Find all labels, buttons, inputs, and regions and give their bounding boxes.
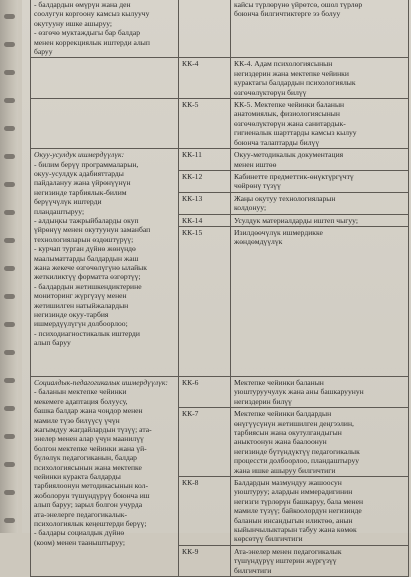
text-line: негиздерин жана мектепке чейинки — [234, 68, 349, 78]
binding-ring — [4, 266, 15, 271]
binding-ring — [4, 294, 15, 299]
binding-ring — [4, 98, 15, 103]
competency-description-cell — [231, 192, 409, 214]
binding-ring — [4, 126, 15, 131]
text-line: (коом) менен тааныштыруу; — [34, 537, 125, 547]
competency-code-cell: КК-9 — [179, 545, 231, 576]
text-line: болгон мектепке чейинки жана үй- — [34, 443, 147, 453]
competency-code-cell: КК-6 — [179, 376, 231, 407]
text-line: менен иштөө — [234, 159, 277, 169]
text-line: окуу-усулдук адабияттарды — [34, 168, 124, 178]
competency-code-cell: КК-14 — [179, 214, 231, 226]
competency-code-cell: КК-5 — [179, 99, 231, 149]
text-line: мамиле түзүү; байкоолордун негизинде — [234, 506, 362, 516]
competency-description-cell — [231, 226, 409, 376]
binding-ring — [4, 406, 15, 411]
competency-description-cell — [231, 0, 409, 58]
text-line: тарбиялоонун методикасынын кол- — [34, 481, 148, 491]
competency-description-cell — [231, 376, 409, 407]
text-line: берүүчүлүк иштерди — [34, 197, 102, 207]
text-line: алып баруу; зарыл болгон учурда — [34, 500, 143, 510]
activity-cell — [31, 149, 179, 377]
competency-description-cell — [231, 408, 409, 477]
competency-code-cell: КК-8 — [179, 477, 231, 546]
binding-ring — [4, 154, 15, 159]
text-line: Балдардын мазмундуу жашоосун — [234, 478, 342, 487]
text-line: түшүндүрүү иштерин жүргүзүү — [234, 556, 337, 566]
text-line: негизинде бүтүндүктүү педагогикалык — [234, 446, 360, 456]
text-line: жоболорун түшүндүрүү боюнча иш — [34, 490, 150, 500]
text-line: менен коррекциялык иштерди алып — [34, 37, 150, 47]
text-line: кыйынчылыктарын табуу жана көмөк — [234, 525, 357, 535]
binding-ring — [4, 70, 15, 75]
text-line: Мектепке чейинки балдардын — [234, 409, 332, 419]
section-heading: Окуу-усулдук ишмердүүлүк: — [34, 150, 125, 160]
competency-code-cell: КК-7 — [179, 408, 231, 477]
text-line: курактагы балдардын психологиялык — [234, 78, 356, 88]
competency-description-cell — [231, 545, 409, 576]
document-page — [22, 0, 411, 575]
text-line: башка балдар жана чоңдор менен — [34, 406, 143, 416]
binding-ring — [4, 182, 15, 187]
text-line: боюнча талаптарды билүү — [234, 137, 320, 147]
text-line: пландаштыруу; — [34, 206, 85, 216]
table-row — [31, 0, 409, 58]
text-line: технологияларын өздөштүрүү; — [34, 234, 134, 244]
competency-table-body — [31, 0, 409, 577]
text-line: тарбиясын жана окутулгандыгын — [234, 427, 342, 437]
text-line: пайдалануу жана үйрөнүүнүн — [34, 178, 131, 188]
text-line: Ата-энелер менен педагогикалык — [234, 546, 342, 556]
binding-ring — [4, 322, 15, 327]
competency-code-cell: КК-11 — [179, 149, 231, 171]
text-line: жетишилген натыйжалардын — [34, 300, 129, 310]
text-line: - алдыңкы тажрыйбаларды окуп — [34, 215, 139, 225]
text-line: Жаңы окутуу технологияларын — [234, 193, 336, 203]
text-line: - балдары социалдык дүйнө — [34, 528, 125, 538]
competency-code-cell — [179, 0, 231, 58]
text-line: уюштуруу; алардын иммерадигинин — [234, 487, 353, 497]
text-line: жеткиликтүү форматта өзгөртүү; — [34, 272, 141, 282]
text-line: баланын инсандыгын иликтөө, анын — [234, 515, 353, 525]
text-line: боюнча билгичтиктерге ээ болуу — [234, 9, 341, 19]
text-line: соолугун коргоону камсыз кылуучу — [34, 9, 150, 19]
text-line: жана ишке ашыруу билгичтиги — [234, 465, 336, 475]
competency-code-cell: КК-15 — [179, 226, 231, 376]
text-line: Кабинетте предметтик-өнүктүргүчтү — [234, 171, 354, 181]
competency-description-cell — [231, 170, 409, 192]
section-heading: Социалдык-педагогикалык ишмердүүлүк: — [34, 377, 168, 387]
binding-ring — [4, 238, 15, 243]
binding-ring — [4, 42, 15, 47]
binding-ring — [4, 350, 15, 355]
competency-description-cell — [231, 477, 409, 546]
binding-ring — [4, 518, 15, 523]
text-line: - балдардын жетишкендиктерине — [34, 281, 142, 291]
text-line: мамиле түзө билүүсү үчүн — [34, 415, 120, 425]
competency-table — [30, 0, 409, 577]
text-line: - курчап турган дүйнө жөнүндө — [34, 244, 136, 254]
binding-ring — [4, 14, 15, 19]
text-line: негизинде тарбиялык-билим — [34, 187, 127, 197]
text-line: Усулдук материалдарды иштеп чыгуу; — [234, 215, 358, 225]
competency-description-cell — [231, 58, 409, 99]
text-line: - билим берүү программаларын, — [34, 159, 139, 169]
text-line: - өзгөчө муктаждыгы бар балдар — [34, 28, 141, 38]
competency-description-cell — [231, 149, 409, 171]
text-line: колдонуу; — [234, 203, 267, 213]
text-line: психологиясынын жана мектепке — [34, 462, 142, 472]
activity-cell — [31, 0, 179, 58]
text-line: окутууну ишке ашыруу; — [34, 18, 113, 28]
binding-ring — [4, 378, 15, 383]
binding-ring — [4, 434, 15, 439]
text-line: өзгөчөлүктөрүн жана санитардык- — [234, 118, 346, 128]
table-row — [31, 58, 409, 99]
competency-description-cell — [231, 214, 409, 226]
text-line: жагымдуу жагдайлардын түзүү; ата- — [34, 424, 152, 434]
text-line: өнүгүүсүнүн жетишилген деңгээлин, — [234, 418, 354, 428]
text-line: бүлөлүк педагогиканын, балдар — [34, 453, 137, 463]
text-line: көрсөтүү билгичтиги — [234, 534, 303, 544]
text-line: ата-энелерге педагогикалык- — [34, 509, 128, 519]
text-line: аныктоонун жана баалоонун — [234, 437, 327, 447]
text-line: мекемеге адаптация болуусу, — [34, 396, 128, 406]
text-line: баруу — [34, 47, 53, 57]
text-line: уюштуруучулук жана аны башкаруунун — [234, 387, 364, 397]
text-line: Изилдөөчүлүк ишмердикке — [234, 227, 323, 237]
text-line: чөйрөнү түзүү — [234, 181, 281, 191]
text-line: чейинки куракта балдарды — [34, 472, 121, 481]
binding-ring — [4, 490, 15, 495]
text-line: негиздерин билүү — [234, 396, 292, 406]
table-row — [31, 376, 409, 407]
binding-ring — [4, 210, 15, 215]
text-line: негизги түрлөрүн башкаруу, бала менен — [234, 496, 364, 506]
text-line: алып баруу — [34, 338, 71, 348]
activity-cell — [31, 99, 179, 149]
text-line: негизинде окуу-тарбия — [34, 310, 109, 319]
table-row — [31, 149, 409, 171]
competency-description-cell — [231, 99, 409, 149]
text-line: үйрөнүү менен окутуунун заманбап — [34, 225, 151, 235]
competency-code-cell: КК-13 — [179, 192, 231, 214]
text-line: жана жекече өзгөчөлүгүнө ылайык — [34, 262, 147, 272]
binding-ring — [4, 462, 15, 467]
text-line: психологиялык кеңештерди берүү; — [34, 519, 147, 529]
text-line: ишмердүүлүгүн долбоорлоо; — [34, 319, 128, 329]
spiral-binding — [0, 0, 18, 533]
text-line: КК-4. Адам психологиясынын — [234, 59, 333, 69]
text-line: кайсы түрлөрүнө үйрөтсө, ошол түрлөр — [234, 0, 363, 9]
text-line: КК-5. Мектепке чейинки баланын — [234, 100, 345, 110]
text-line: маалыматтарды балдардын жаш — [34, 253, 139, 263]
activity-cell — [31, 58, 179, 99]
text-line: мониторинг жүргүзүү менен — [34, 291, 127, 301]
text-line: Мектепке чейинки баланын — [234, 377, 324, 387]
text-line: - балдардын өмүрүн жана ден — [34, 0, 131, 9]
text-line: жөндөмдүүлүк — [234, 237, 283, 247]
text-line: билгичтиги — [234, 565, 272, 575]
text-line: өзгөчөлүктөрүн билүү — [234, 87, 307, 97]
text-line: - баланын мектепке чейинки — [34, 387, 127, 397]
text-line: Окуу-методикалык документация — [234, 150, 344, 160]
competency-code-cell: КК-12 — [179, 170, 231, 192]
text-line: энелер менен алар үчүн маанилүү — [34, 434, 144, 444]
text-line: процессти долбоорлоо, пландаштыруу — [234, 456, 360, 466]
text-line: - психодиагностикалык иштерди — [34, 328, 140, 338]
activity-cell — [31, 376, 179, 576]
table-row — [31, 99, 409, 149]
text-line: гигиеналык шарттарды камсыз кылуу — [234, 128, 357, 138]
competency-code-cell: КК-4 — [179, 58, 231, 99]
text-line: анатомиялык, физиологиясынын — [234, 109, 340, 119]
